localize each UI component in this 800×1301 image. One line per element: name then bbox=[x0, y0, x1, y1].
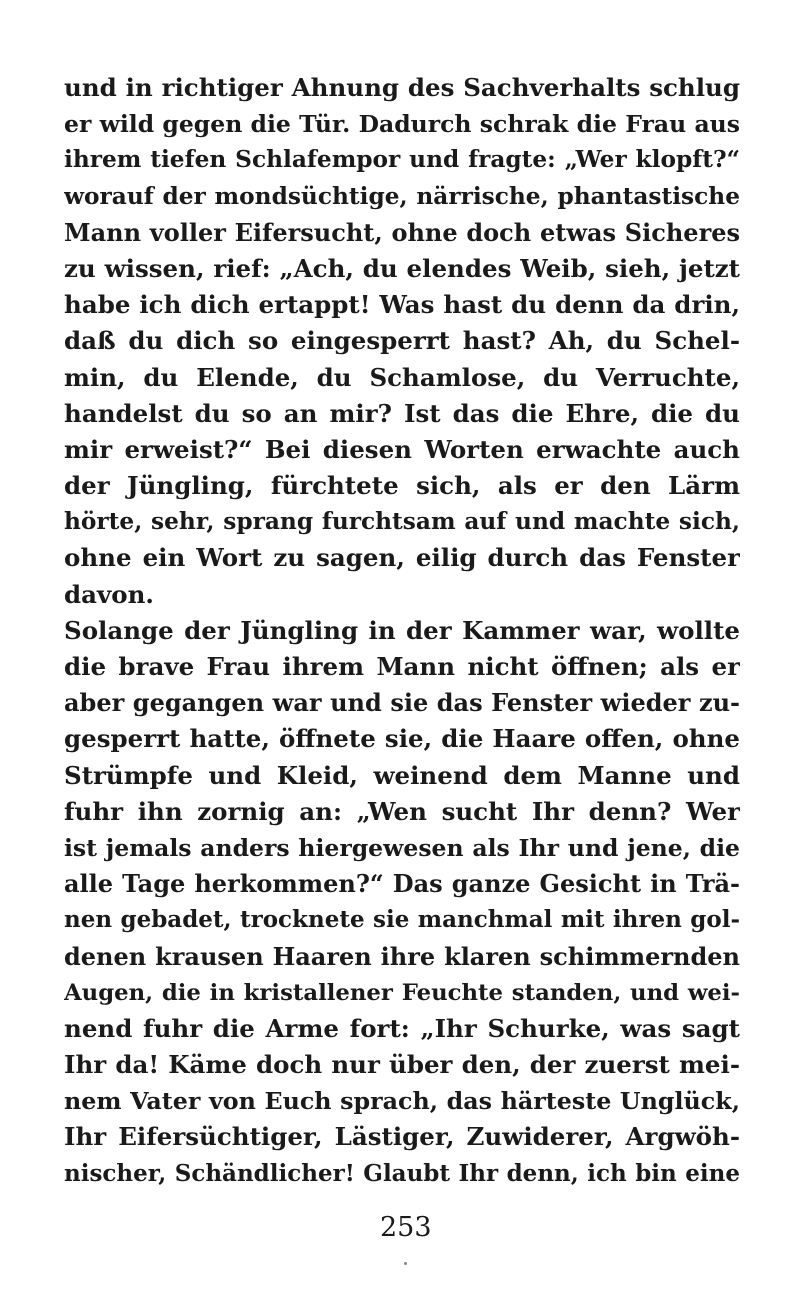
text-line: alle Tage herkommen?“ Das ganze Gesicht in Trä- bbox=[64, 869, 740, 899]
text-line: fuhr ihn zornig an: „Wen sucht Ihr denn? Wer bbox=[64, 796, 740, 826]
text-line: gesperrt hatte, öffnete sie, die Haare offen, ohne bbox=[64, 724, 740, 754]
text-line: Mann voller Eifersucht, ohne doch etwas Sicheres bbox=[64, 217, 740, 247]
print-speck bbox=[404, 1262, 407, 1265]
text-line: ohne ein Wort zu sagen, eilig durch das Fenster bbox=[64, 543, 740, 573]
text-line: die brave Frau ihrem Mann nicht öffnen; als er bbox=[64, 652, 740, 681]
text-line: handelst du so an mir? Ist das die Ehre, die du bbox=[64, 398, 740, 428]
text-line: und in richtiger Ahnung des Sachverhalts schlug bbox=[64, 73, 740, 102]
text-line: mir erweist?“ Bei diesen Worten erwachte auch bbox=[64, 434, 740, 464]
text-line: ihrem tiefen Schlafempor und fragte: „Wer klopft?“ bbox=[64, 146, 740, 174]
text-line: zu wissen, rief: „Ach, du elendes Weib, sieh, jetzt bbox=[64, 253, 740, 283]
text-line: nend fuhr die Arme fort: „Ihr Schurke, was sagt bbox=[64, 1013, 740, 1043]
text-line: denen krausen Haaren ihre klaren schimmernden bbox=[64, 941, 740, 971]
text-line: Ihr Eifersüchtiger, Lästiger, Zuwiderer, Argwöh- bbox=[64, 1122, 740, 1152]
text-line: nen gebadet, trocknete sie manchmal mit ihren gol- bbox=[64, 906, 740, 934]
text-line: ist jemals anders hiergewesen als Ihr und jene, die bbox=[64, 833, 740, 862]
text-line: hörte, sehr, sprang furchtsam auf und machte sich, bbox=[64, 508, 740, 536]
text-line: worauf der mondsüchtige, närrische, phantastische bbox=[64, 182, 740, 210]
text-line: Augen, die in kristallener Feuchte standen, und wei- bbox=[64, 979, 740, 1006]
page-number: 253 bbox=[380, 1212, 432, 1243]
text-line: Solange der Jüngling in der Kammer war, wollte bbox=[64, 615, 740, 645]
text-line: min, du Elende, du Schamlose, du Verruchte, bbox=[64, 362, 740, 392]
text-line: davon. bbox=[64, 579, 154, 609]
body-text bbox=[64, 70, 740, 1192]
text-line: daß du dich so eingesperrt hast? Ah, du Schel- bbox=[64, 326, 740, 356]
text-line: Strümpfe und Kleid, weinend dem Manne und bbox=[64, 760, 740, 790]
text-line: nem Vater von Euch sprach, das härteste Unglück, bbox=[64, 1087, 740, 1116]
text-line: Ihr da! Käme doch nur über den, der zuerst mei- bbox=[64, 1050, 740, 1080]
text-line: habe ich dich ertappt! Was hast du denn da drin, bbox=[64, 290, 740, 320]
text-line: aber gegangen war und sie das Fenster wieder zu- bbox=[64, 688, 740, 718]
text-line: nischer, Schändlicher! Glaubt Ihr denn, ich bin eine bbox=[64, 1159, 740, 1187]
text-line: der Jüngling, fürchtete sich, als er den Lärm bbox=[64, 471, 740, 501]
text-line: er wild gegen die Tür. Dadurch schrak die Frau aus bbox=[64, 110, 740, 139]
